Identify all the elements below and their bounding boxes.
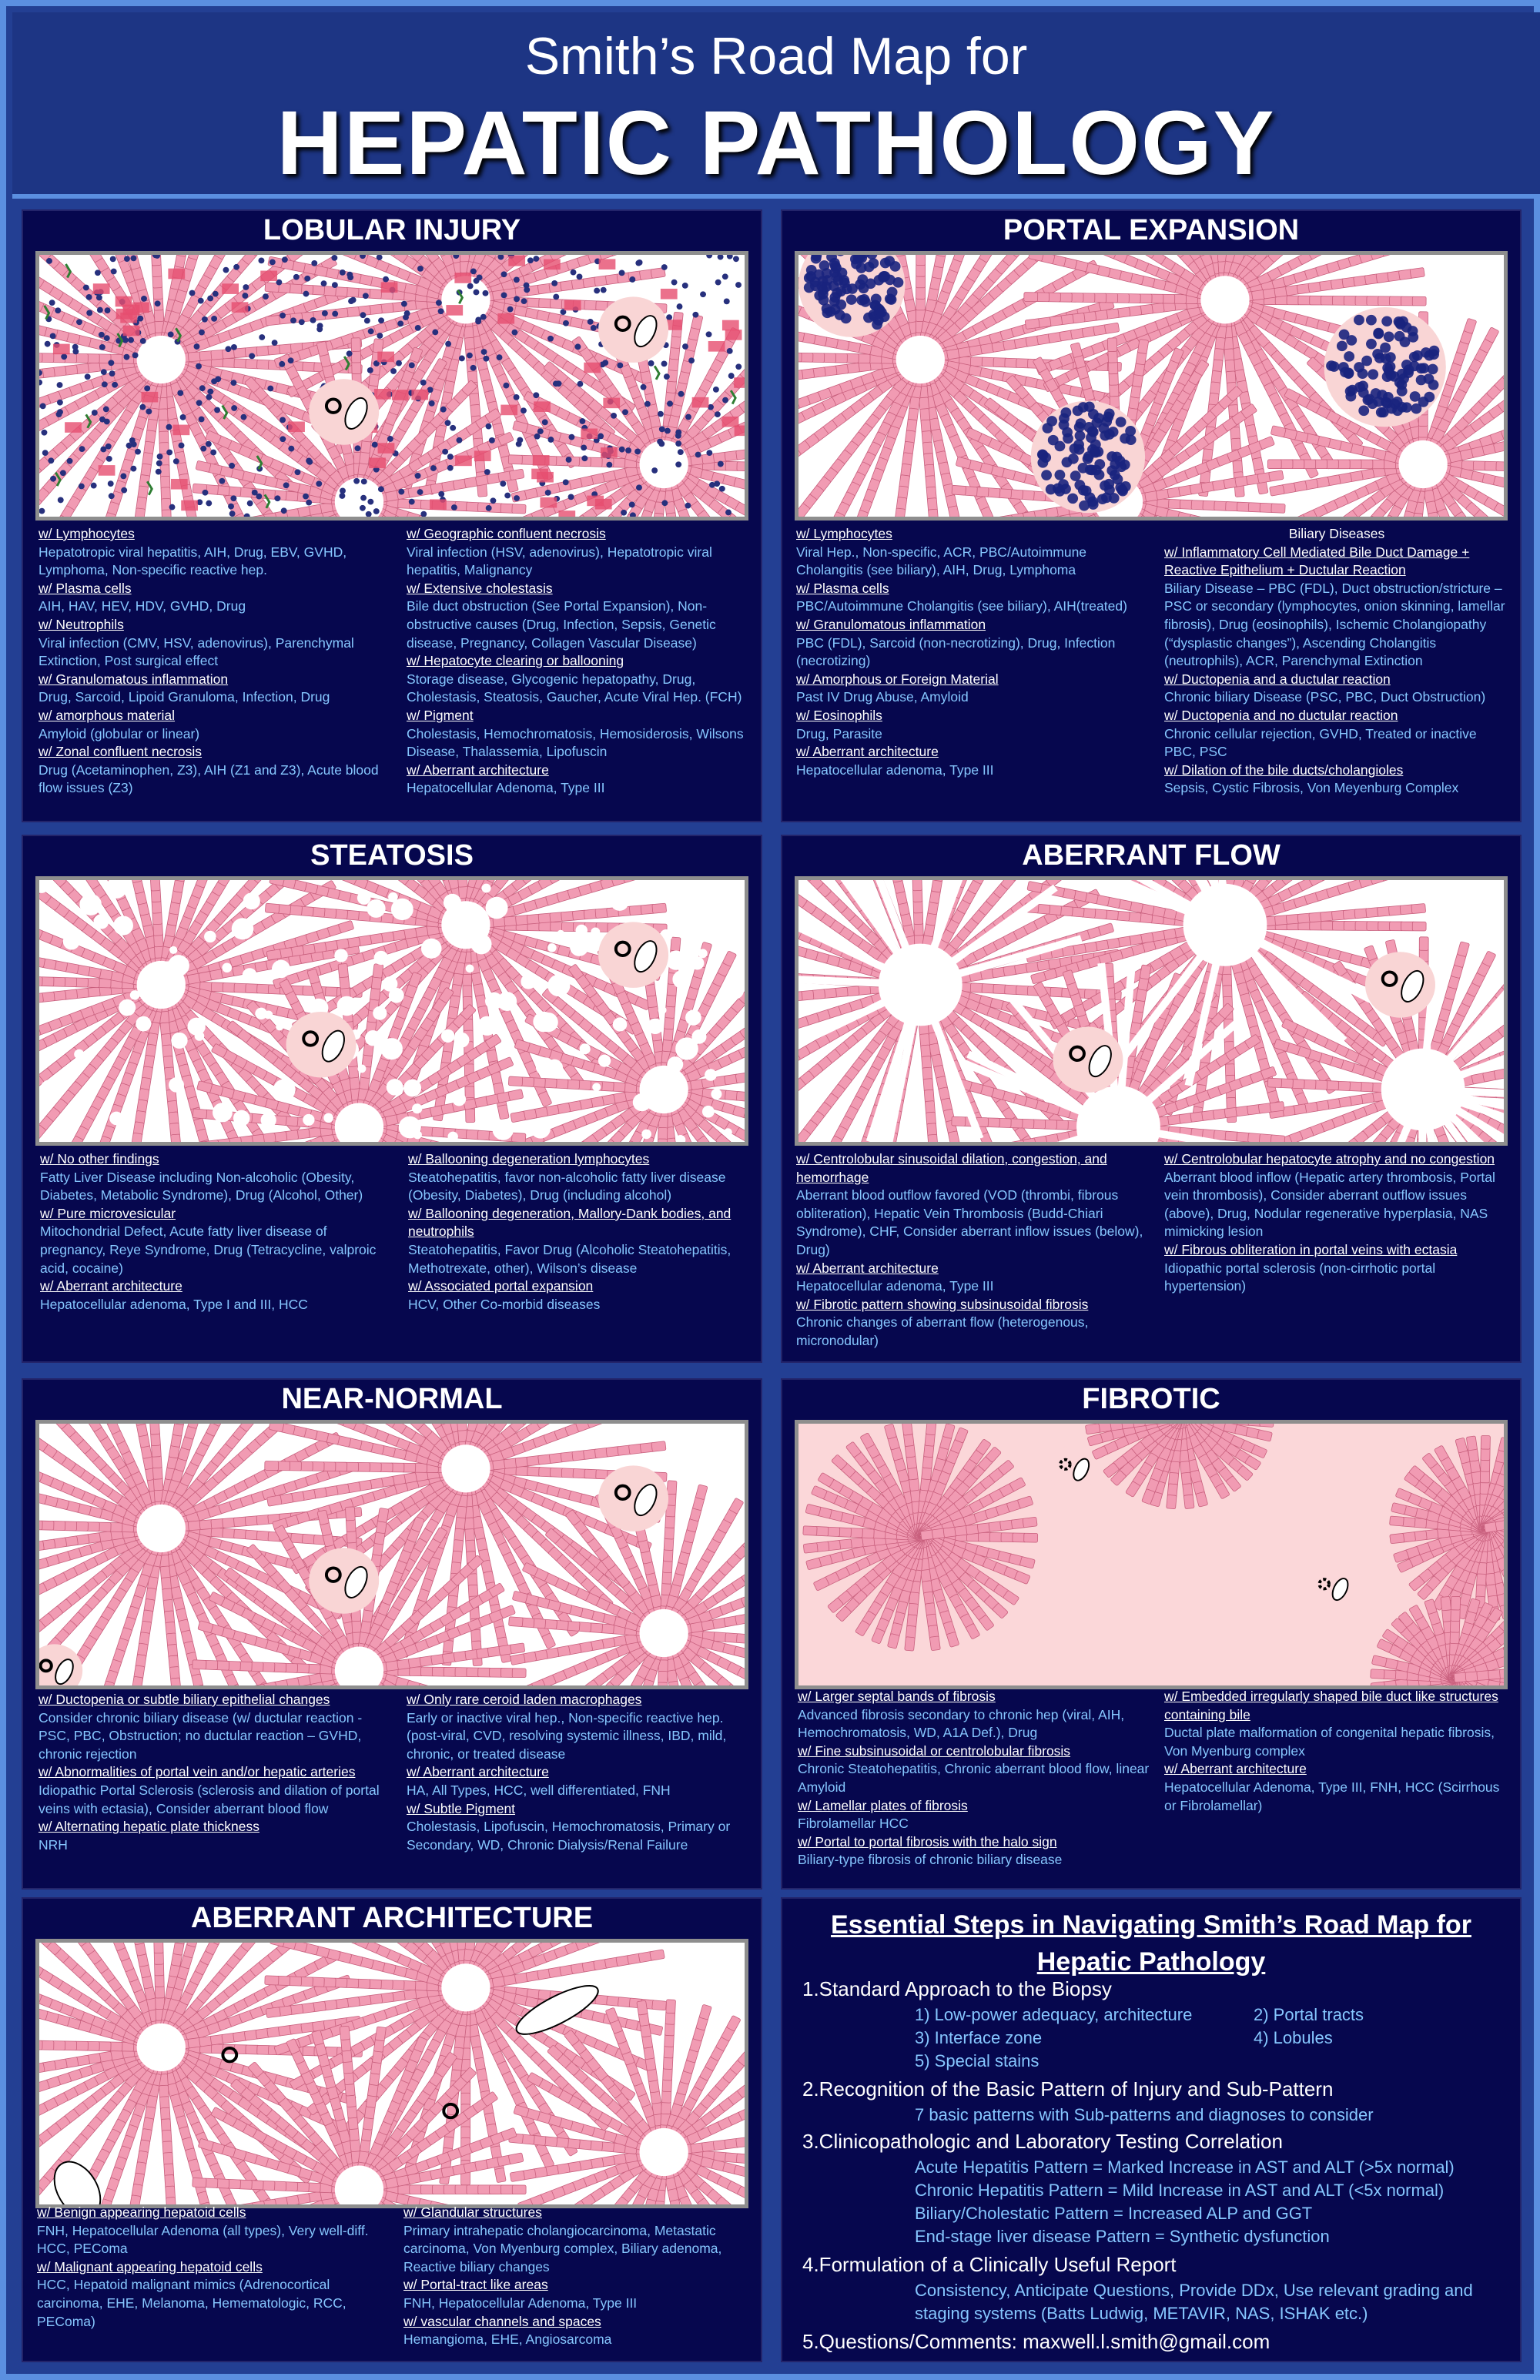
aberrant-architecture-right-column <box>403 2204 750 2349</box>
finding-heading: w/ Ductopenia and no ductular reaction <box>1164 707 1398 723</box>
finding-heading: w/ Aberrant architecture <box>407 762 549 778</box>
finding-diagnoses: PBC (FDL), Sarcoid (non-necrotizing), Drug, Infection (necrotizing) <box>796 634 1116 669</box>
panel-title: ABERRANT FLOW <box>1022 839 1281 872</box>
lobular-right-column <box>407 525 750 798</box>
step-1-item-2: 2) Portal tracts <box>1254 2005 1364 2024</box>
finding-heading: w/ Granulomatous inflammation <box>38 671 229 687</box>
finding-diagnoses: Primary intrahepatic cholangiocarcinoma, Metastatic carcinoma, Von Myenburg complex, Biliary adenoma, Reactive biliary changes <box>403 2222 722 2275</box>
fibrotic-left-column <box>798 1688 1152 1870</box>
finding-diagnoses: Drug, Parasite <box>796 725 882 741</box>
finding-heading: w/ Granulomatous inflammation <box>796 616 986 632</box>
finding-heading: w/ Portal-tract like areas <box>403 2277 548 2293</box>
finding-diagnoses: Aberrant blood outflow favored (VOD (thrombi, fibrous obliteration), Hepatic Vein Thrombosis (Budd-Chiari Syndrome), CHF, Consider aberrant inflow issues (below), Drug) <box>796 1187 1143 1257</box>
finding-diagnoses: Storage disease, Glycogenic hepatopathy, Drug, Cholestasis, Steatosis, Gaucher, Acute Viral Hep. (FCH) <box>407 671 742 705</box>
portal-left-column <box>796 525 1150 779</box>
finding-diagnoses: Biliary Disease – PBC (FDL), Duct obstruction/stricture – PSC or secondary (lymphocytes, onion skinning, lamellar fibrosis), Drug (eosinophils), Ischemic Cholangiopathy (“dysplastic changes”), Ascending Cholangitis (neutrophils), ACR, Parenchymal Extinction <box>1164 580 1505 669</box>
step-1-item-4: 4) Lobules <box>1254 2028 1333 2047</box>
finding-heading: w/ Ductopenia and a ductular reaction <box>1164 671 1391 687</box>
fibrotic-right-column <box>1164 1688 1509 1815</box>
tissue-illustration <box>35 1420 748 1689</box>
tissue-illustration <box>795 1420 1508 1689</box>
panel-aberrant-flow <box>781 835 1522 1363</box>
finding-heading: w/ Amorphous or Foreign Material <box>796 671 999 687</box>
finding-diagnoses: Steatohepatitis, Favor Drug (Alcoholic Steatohepatitis, Methotrexate, other), Wilson’s disease <box>408 1241 732 1276</box>
lobular-tissue-svg <box>39 255 745 517</box>
aberrant-flow-right-column <box>1164 1150 1509 1296</box>
step-3-item-1: Acute Hepatitis Pattern = Marked Increase in AST and ALT (>5x normal) <box>915 2157 1455 2177</box>
finding-diagnoses: Advanced fibrosis secondary to chronic hep (viral, AIH, Hemochromatosis, WD, A1A Def.), Drug <box>798 1706 1125 1741</box>
panel-aberrant-architecture <box>22 1897 762 2362</box>
finding-diagnoses: Consider chronic biliary disease (w/ ductular reaction - PSC, PBC, Obstruction; no ductular reaction – GVHD, chronic rejection <box>38 1709 363 1762</box>
near-normal-right-column <box>407 1691 750 1854</box>
step-2-heading: 2.Recognition of the Basic Pattern of Injury and Sub-Pattern <box>802 2077 1334 2100</box>
lobular-left-column <box>38 525 393 798</box>
finding-diagnoses: FNH, Hepatocellular Adenoma (all types), Very well-diff. HCC, PEComa <box>37 2222 369 2257</box>
biliary-diseases-heading: Biliary Diseases <box>1288 526 1385 541</box>
near-normal-tissue-svg <box>39 1424 745 1685</box>
tissue-illustration <box>795 251 1508 521</box>
finding-heading: w/ Zonal confluent necrosis <box>38 744 203 760</box>
fibrotic-tissue-svg <box>798 1424 1504 1685</box>
finding-diagnoses: HA, All Types, HCC, well differentiated, FNH <box>407 1782 671 1798</box>
steps-title: Essential Steps in Navigating Smith’s Road Map for Hepatic Pathology <box>831 1910 1471 1977</box>
finding-diagnoses: Mitochondrial Defect, Acute fatty liver disease of pregnancy, Reye Syndrome, Drug (Tetracycline, valproic acid, cocaine) <box>40 1223 377 1276</box>
finding-heading: w/ Fine subsinusoidal or centrolobular fibrosis <box>798 1742 1071 1759</box>
finding-diagnoses: Chronic Steatohepatitis, Chronic aberrant blood flow, linear Amyloid <box>798 1761 1150 1795</box>
finding-heading: w/ Dilation of the bile ducts/cholangioles <box>1164 762 1404 778</box>
step-1-heading: 1.Standard Approach to the Biopsy <box>802 1977 1112 2000</box>
near-normal-left-column <box>38 1691 393 1854</box>
tissue-illustration <box>35 251 748 521</box>
finding-heading: w/ Centrolobular hepatocyte atrophy and no congestion <box>1164 1151 1495 1167</box>
finding-heading: w/ Associated portal expansion <box>408 1278 594 1294</box>
finding-heading: w/ Embedded irregularly shaped bile duct like structures containing bile <box>1164 1689 1498 1722</box>
finding-heading: w/ No other findings <box>40 1151 159 1167</box>
finding-diagnoses: Idiopathic portal sclerosis (non-cirrhotic portal hypertension) <box>1164 1260 1436 1294</box>
header-line-2: HEPATIC PATHOLOGY <box>276 92 1276 194</box>
aberrant-flow-left-column <box>796 1150 1150 1351</box>
step-1-item-1: 1) Low-power adequacy, architecture <box>915 2005 1193 2024</box>
finding-diagnoses: Sepsis, Cystic Fibrosis, Von Meyenburg Complex <box>1164 780 1459 796</box>
finding-diagnoses: Hepatotropic viral hepatitis, AIH, Drug, EBV, GVHD, Lymphoma, Non-specific reactive hep. <box>38 544 347 578</box>
portal-right-list <box>1164 544 1509 798</box>
finding-heading: w/ Larger septal bands of fibrosis <box>798 1689 996 1704</box>
finding-heading: w/ Extensive cholestasis <box>407 580 553 596</box>
portal-right-column <box>1164 525 1509 798</box>
finding-heading: w/ Subtle Pigment <box>407 1800 516 1816</box>
panel-title: LOBULAR INJURY <box>263 214 521 246</box>
finding-heading: w/ Aberrant architecture <box>40 1278 182 1294</box>
finding-diagnoses: Viral infection (CMV, HSV, adenovirus), Parenchymal Extinction, Post surgical effect <box>38 634 354 669</box>
finding-diagnoses: Hepatocellular adenoma, Type III <box>796 762 994 778</box>
finding-diagnoses: Cholestasis, Lipofuscin, Hemochromatosis, Primary or Secondary, WD, Chronic Dialysis/Renal Failure <box>407 1819 731 1853</box>
finding-diagnoses: Fibrolamellar HCC <box>798 1816 909 1832</box>
panel-title: ABERRANT ARCHITECTURE <box>190 1902 594 1934</box>
finding-heading: w/ Plasma cells <box>38 580 132 596</box>
finding-heading: w/ Alternating hepatic plate thickness <box>38 1819 259 1835</box>
finding-heading: w/ amorphous material <box>38 707 176 723</box>
finding-diagnoses: HCV, Other Co-morbid diseases <box>408 1296 601 1312</box>
finding-diagnoses: Early or inactive viral hep., Non-specific reactive hep. (post-viral, CVD, resolving systemic illness, IBD, mild, chronic, or treated disease <box>407 1709 727 1762</box>
finding-heading: w/ Pure microvesicular <box>40 1205 176 1221</box>
steatosis-right-column <box>408 1150 750 1314</box>
finding-heading: w/ Only rare ceroid laden macrophages <box>407 1692 642 1707</box>
step-3-item-4: End-stage liver disease Pattern = Synthetic dysfunction <box>915 2227 1330 2246</box>
step-5-heading: 5.Questions/Comments: maxwell.l.smith@gmail.com <box>802 2330 1270 2353</box>
finding-diagnoses: Idiopathic Portal Sclerosis (sclerosis and dilation of portal veins with ectasia), Consider aberrant blood flow <box>38 1782 380 1816</box>
finding-diagnoses: Steatohepatitis, favor non-alcoholic fatty liver disease (Obesity, Diabetes), Drug (including alcohol) <box>408 1169 726 1203</box>
finding-heading: w/ Fibrotic pattern showing subsinusoidal fibrosis <box>796 1296 1089 1312</box>
panel-title: PORTAL EXPANSION <box>1003 214 1300 246</box>
step-3-item-2: Chronic Hepatitis Pattern = Mild Increase in AST and ALT (<5x normal) <box>915 2181 1445 2200</box>
steatosis-left-column <box>40 1150 393 1314</box>
aberrant-architecture-left-column <box>37 2204 391 2331</box>
aberrant-flow-tissue-svg <box>798 880 1504 1142</box>
header-line-1: Smith’s Road Map for <box>524 27 1028 85</box>
finding-diagnoses: Hepatocellular Adenoma, Type III, FNH, HCC (Scirrhous or Fibrolamellar) <box>1164 1779 1500 1813</box>
steatosis-tissue-svg <box>39 880 745 1142</box>
step-1-item-3: 3) Interface zone <box>915 2028 1043 2047</box>
finding-diagnoses: Cholestasis, Hemochromatosis, Hemosiderosis, Wilsons Disease, Thalassemia, Lipofuscin <box>407 725 744 760</box>
finding-heading: w/ Ductopenia or subtle biliary epithelial changes <box>38 1692 330 1707</box>
finding-heading: w/ Glandular structures <box>403 2204 542 2220</box>
finding-diagnoses: Drug (Acetaminophen, Z3), AIH (Z1 and Z3), Acute blood flow issues (Z3) <box>38 762 379 796</box>
finding-heading: w/ Lymphocytes <box>796 526 892 541</box>
finding-heading: w/ Aberrant architecture <box>796 1260 939 1276</box>
finding-heading: w/ Malignant appearing hepatoid cells <box>37 2258 263 2275</box>
finding-heading: w/ Eosinophils <box>796 707 882 723</box>
panel-essential-steps <box>781 1897 1522 2362</box>
step-1-item-5: 5) Special stains <box>915 2051 1040 2070</box>
finding-heading: w/ Ballooning degeneration lymphocytes <box>408 1151 650 1167</box>
step-4-item-1: Consistency, Anticipate Questions, Provide DDx, Use relevant grading and staging systems (Batts Ludwig, METAVIR, NAS, ISHAK etc.) <box>915 2281 1473 2323</box>
finding-heading: w/ Ballooning degeneration, Mallory-Dank bodies, and neutrophils <box>408 1205 732 1240</box>
finding-heading: w/ Inflammatory Cell Mediated Bile Duct Damage + Reactive Epithelium + Ductular Reaction <box>1164 544 1470 578</box>
finding-diagnoses: Chronic cellular rejection, GVHD, Treated or inactive PBC, PSC <box>1164 725 1477 760</box>
finding-diagnoses: FNH, Hepatocellular Adenoma, Type III <box>403 2295 638 2311</box>
finding-diagnoses: Ductal plate malformation of congenital hepatic fibrosis, Von Myenburg complex <box>1164 1725 1495 1759</box>
finding-diagnoses: Fatty Liver Disease including Non-alcoholic (Obesity, Diabetes, Metabolic Syndrome), Drug (Alcohol, Other) <box>40 1169 363 1203</box>
finding-heading: w/ Hepatocyte clearing or ballooning <box>407 653 624 669</box>
finding-heading: w/ Aberrant architecture <box>407 1764 549 1780</box>
finding-heading: w/ Neutrophils <box>38 616 124 632</box>
portal-tissue-svg <box>798 255 1504 517</box>
finding-heading: w/ Portal to portal fibrosis with the halo sign <box>798 1833 1057 1849</box>
finding-diagnoses: Chronic biliary Disease (PSC, PBC, Duct Obstruction) <box>1164 689 1486 705</box>
finding-heading: w/ Lamellar plates of fibrosis <box>798 1797 968 1813</box>
finding-diagnoses: Hemangioma, EHE, Angiosarcoma <box>403 2331 612 2348</box>
finding-diagnoses: Drug, Sarcoid, Lipoid Granuloma, Infection, Drug <box>38 689 330 705</box>
finding-diagnoses: AIH, HAV, HEV, HDV, GVHD, Drug <box>38 598 246 614</box>
panel-title: STEATOSIS <box>310 839 474 872</box>
step-2-item-1: 7 basic patterns with Sub-patterns and diagnoses to consider <box>915 2105 1374 2124</box>
finding-diagnoses: Biliary-type fibrosis of chronic biliary disease <box>798 1852 1063 1868</box>
finding-heading: w/ Aberrant architecture <box>1164 1761 1307 1777</box>
finding-diagnoses: NRH <box>38 1836 68 1853</box>
finding-heading: w/ Lymphocytes <box>38 526 135 541</box>
finding-diagnoses: HCC, Hepatoid malignant mimics (Adrenocortical carcinoma, EHE, Melanoma, Hemematologic, RCC, PEComa) <box>37 2277 346 2329</box>
finding-diagnoses: Amyloid (globular or linear) <box>38 725 200 741</box>
tissue-illustration <box>795 876 1508 1146</box>
panel-near-normal <box>22 1378 762 1890</box>
finding-heading: w/ Aberrant architecture <box>796 744 939 760</box>
panel-title: FIBROTIC <box>1082 1383 1220 1415</box>
finding-diagnoses: Hepatocellular adenoma, Type III <box>796 1278 994 1294</box>
finding-diagnoses: PBC/Autoimmune Cholangitis (see biliary), AIH(treated) <box>796 598 1127 614</box>
finding-diagnoses: Past IV Drug Abuse, Amyloid <box>796 689 969 705</box>
finding-heading: w/ Centrolobular sinusoidal dilation, congestion, and hemorrhage <box>796 1151 1107 1185</box>
aberrant-architecture-tissue-svg <box>39 1943 745 2204</box>
finding-heading: w/ Pigment <box>407 707 474 723</box>
step-3-heading: 3.Clinicopathologic and Laboratory Testing Correlation <box>802 2130 1283 2153</box>
finding-diagnoses: Viral infection (HSV, adenovirus), Hepatotropic viral hepatitis, Malignancy <box>407 544 712 578</box>
step-3-item-3: Biliary/Cholestatic Pattern = Increased ALP and GGT <box>915 2204 1313 2223</box>
tissue-illustration <box>35 1939 748 2208</box>
finding-heading: w/ Fibrous obliteration in portal veins with ectasia <box>1164 1241 1458 1257</box>
finding-heading: w/ Geographic confluent necrosis <box>407 526 606 541</box>
poster-header <box>12 12 1540 199</box>
panel-steatosis <box>22 835 762 1363</box>
step-4-heading: 4.Formulation of a Clinically Useful Report <box>802 2253 1177 2276</box>
panel-lobular-injury <box>22 209 762 822</box>
finding-heading: w/ Benign appearing hepatoid cells <box>37 2204 246 2220</box>
finding-heading: w/ Abnormalities of portal vein and/or hepatic arteries <box>38 1764 356 1780</box>
finding-heading: w/ Plasma cells <box>796 580 889 596</box>
finding-diagnoses: Aberrant blood inflow (Hepatic artery thrombosis, Portal vein thrombosis), Consider aberrant outflow issues (above), Drug, Nodular regenerative hyperplasia, NAS mimicking lesion <box>1164 1169 1495 1240</box>
panel-title: NEAR-NORMAL <box>281 1383 503 1415</box>
panel-fibrotic <box>781 1378 1522 1890</box>
finding-diagnoses: Hepatocellular adenoma, Type I and III, HCC <box>40 1296 308 1312</box>
finding-heading: w/ vascular channels and spaces <box>403 2313 601 2329</box>
finding-diagnoses: Bile duct obstruction (See Portal Expansion), Non-obstructive causes (Drug, Infection, Sepsis, Genetic disease, Pregnancy, Collagen Vascular Disease) <box>407 598 716 651</box>
finding-diagnoses: Hepatocellular Adenoma, Type III <box>407 780 605 796</box>
finding-diagnoses: Viral Hep., Non-specific, ACR, PBC/Autoimmune Cholangitis (see biliary), AIH, Drug, Lymphoma <box>796 544 1087 578</box>
tissue-illustration <box>35 876 748 1146</box>
panel-portal-expansion <box>781 209 1522 822</box>
finding-diagnoses: Chronic changes of aberrant flow (heterogenous, micronodular) <box>796 1314 1089 1348</box>
